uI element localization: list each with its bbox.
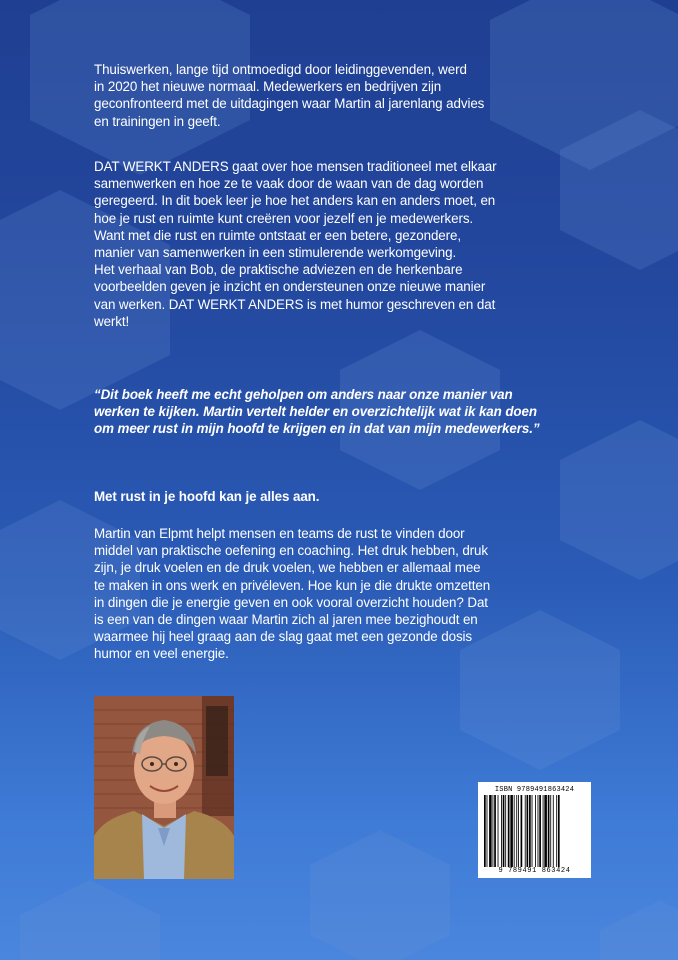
quote-line: werken te kijken. Martin vertelt helder en overzichtelijk wat ik kan doen [94, 404, 537, 420]
quote-line: “Dit boek heeft me echt geholpen om anders naar onze manier van [94, 387, 513, 402]
barcode-bar [521, 795, 523, 867]
quote-line: om meer rust in mijn hoofd te krijgen en in dat van mijn medewerkers.” [94, 421, 540, 437]
barcode-bar [508, 795, 510, 867]
description-line: geregeerd. In dit boek leer je hoe het anders kan en anders moet, en [94, 193, 496, 209]
description-line: manier van samenwerken in een stimulerende werkomgeving. [94, 245, 457, 261]
barcode-bar [544, 795, 547, 867]
barcode-bar [535, 795, 536, 867]
barcode-bar [548, 795, 550, 867]
description-line: DAT WERKT ANDERS gaat over hoe mensen traditioneel met elkaar [94, 159, 497, 174]
barcode-digits: 9 789491 863424 [498, 867, 571, 875]
intro-line: in 2020 het nieuwe normaal. Medewerkers en bedrijven zijn [94, 79, 442, 95]
barcode-bar [489, 795, 492, 867]
bio-line: is een van de dingen waar Martin zich al jaren mee bezighoudt en [94, 612, 478, 628]
description-line: Want met die rust en ruimte ontstaat er een betere, gezondere, [94, 227, 461, 243]
barcode-bar [553, 795, 554, 867]
barcode-bar [501, 795, 502, 867]
bio-line: middel van praktische oefening en coaching. Het druk hebben, druk [94, 543, 488, 559]
description-line: samenwerken en hoe ze te vaak door de waan van de dag worden [94, 176, 484, 192]
bio-line: Martin van Elpmt helpt mensen en teams de rust te vinden door [94, 526, 465, 541]
description-line: Het verhaal van Bob, de praktische adviezen en de herkenbare [94, 262, 463, 278]
barcode-bar [558, 795, 560, 867]
barcode-bar [503, 795, 505, 867]
author-photo [94, 696, 234, 879]
barcode-bar [550, 795, 551, 867]
isbn-label: ISBN 9789491863424 [494, 786, 575, 794]
barcode-bar [516, 795, 517, 867]
bio-line: waarmee hij heel graag aan de slag gaat met een gezonde dosis [94, 629, 473, 645]
bio-line: humor en veel energie. [94, 646, 229, 662]
description-paragraph [94, 158, 599, 330]
barcode-bar [538, 795, 539, 867]
bio-line: in dingen die je energie geven en ook vooral overzicht houden? Dat [94, 594, 488, 610]
description-line: voorbeelden geven je inzicht en ondersteunen onze nieuwe manier [94, 279, 486, 295]
intro-line: Thuiswerken, lange tijd ontmoedigd door leidinggevenden, werd [94, 62, 467, 77]
barcode-bar [527, 795, 529, 867]
barcode-bar [543, 795, 544, 867]
barcode-bar [493, 795, 494, 867]
barcode-bar [505, 795, 506, 867]
barcode-bar [487, 795, 488, 867]
barcode-bar [518, 795, 519, 867]
isbn-barcode [478, 782, 591, 878]
testimonial-quote [94, 386, 599, 438]
intro-line: geconfronteerd met de uitdagingen waar Martin al jarenlang advies [94, 96, 485, 112]
barcode-bar [514, 795, 515, 867]
barcode-bar [525, 795, 526, 867]
barcode-bar [498, 795, 499, 867]
description-line: werkt! [94, 313, 130, 329]
barcode-bar [484, 795, 486, 867]
author-bio-paragraph [94, 525, 599, 663]
intro-paragraph [94, 61, 599, 130]
barcode-bar [529, 795, 531, 867]
bio-line: zijn, je druk voelen en de druk voelen, we hebben er allemaal mee [94, 560, 481, 576]
description-line: van werken. DAT WERKT ANDERS is met humor geschreven en dat [94, 296, 496, 312]
barcode-bar [510, 795, 513, 867]
bio-line: te maken in ons werk en privéleven. Hoe kun je die drukte omzetten [94, 577, 491, 593]
barcode-bar [494, 795, 496, 867]
barcode-bar [539, 795, 541, 867]
intro-line: en trainingen in geeft. [94, 113, 221, 129]
barcode-bars [483, 795, 586, 867]
description-line: hoe je rust en ruimte kunt creëren voor jezelf en je medewerkers. [94, 210, 474, 226]
barcode-bar [556, 795, 557, 867]
barcode-bar [532, 795, 533, 867]
tagline: Met rust in je hoofd kan je alles aan. [94, 489, 320, 504]
